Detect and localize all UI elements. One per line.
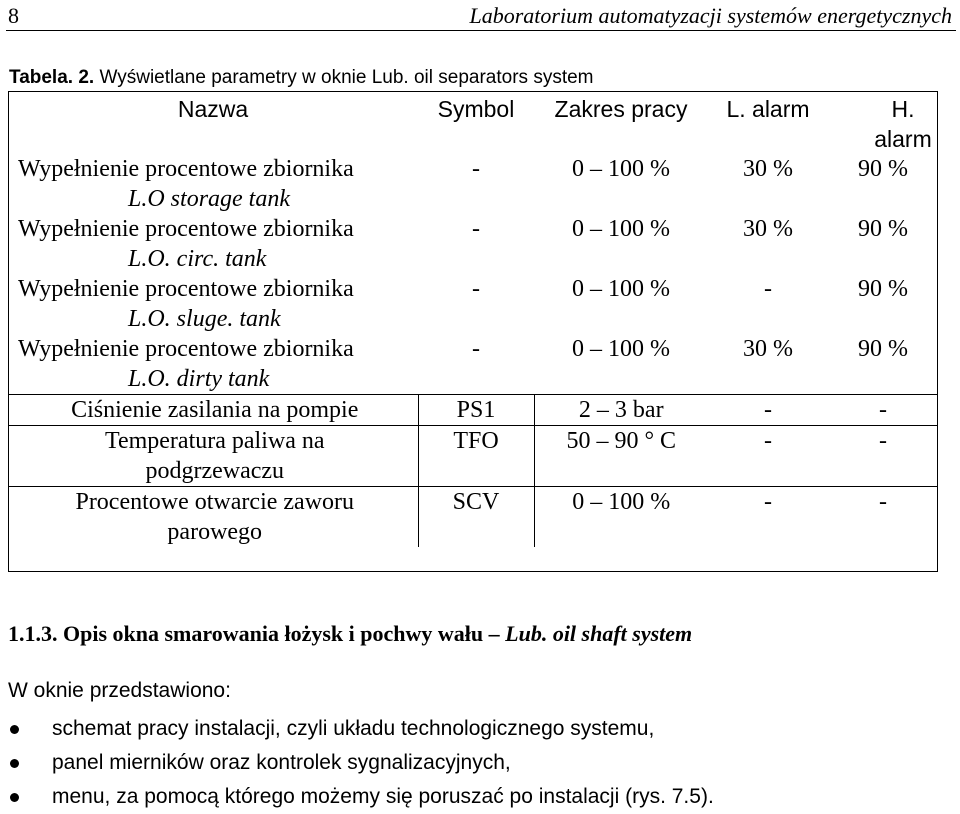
cell-range: 0 – 100 % [534,487,708,548]
parameters-table [8,91,938,547]
running-title: Laboratorium automatyzacji systemów energetycznych [469,3,952,28]
cell-symbol: TFO [418,426,534,487]
cell-name [8,214,418,274]
section-heading [8,620,692,648]
cell-symbol: SCV [418,487,534,548]
cell-name-sub: parowego [167,519,263,545]
cell-range: 50 – 90 ° C [534,426,708,487]
cell-range: 0 – 100 % [572,336,670,362]
cell-name [8,334,418,395]
intro-text: W oknie przedstawiono: [8,679,231,702]
cell-symbol: - [472,276,480,302]
cell-range: 0 – 100 % [572,156,670,182]
cell-low-alarm: - [708,487,828,548]
table-row [8,395,938,426]
table-caption-label: Tabela. 2. [9,67,95,88]
column-header-name: Nazwa [177,96,249,122]
cell-high-alarm: 90 % [858,156,908,182]
table-row [8,334,938,395]
cell-name [8,487,418,548]
cell-high-alarm: - [828,487,938,548]
table-row [8,214,938,274]
cell-low-alarm: - [708,426,828,487]
cell-name-line: Ciśnienie zasilania na pompie [71,397,359,423]
cell-symbol: - [472,216,480,242]
bullet-icon [10,793,19,802]
cell-range: 0 – 100 % [572,276,670,302]
cell-high-alarm: 90 % [858,276,908,302]
cell-name-sub: podgrzewaczu [145,458,285,484]
table-row [8,487,938,548]
cell-name-line: Wypełnienie procentowe zbiornika [18,156,354,182]
table-row [8,154,938,214]
column-header-symbol: Symbol [437,96,515,122]
column-header-low-alarm: L. alarm [726,96,810,122]
cell-high-alarm: - [828,426,938,487]
bullet-list [8,712,714,814]
section-heading-text: 1.1.3. Opis okna smarowania łożysk i pochwy wału – [8,621,506,646]
table-row [8,426,938,487]
list-item [8,746,714,780]
list-item [8,712,714,746]
section-heading-italic: Lub. oil shaft system [505,621,693,646]
cell-name-line: Wypełnienie procentowe zbiornika [18,276,354,302]
cell-name-sub: L.O storage tank [128,186,290,212]
list-item-text: menu, za pomocą którego możemy się poruszać po instalacji (rys. 7.5). [52,785,714,808]
page-number: 8 [8,3,19,28]
table-caption-text: Wyświetlane parametry w oknie Lub. oil separators system [94,67,594,88]
list-item-text: panel mierników oraz kontrolek sygnalizacyjnych, [52,751,511,774]
cell-high-alarm: 90 % [858,336,908,362]
cell-low-alarm: 30 % [743,336,793,362]
column-header-range: Zakres pracy [554,96,688,122]
column-header-high-alarm: H. alarm [874,96,932,152]
cell-name-line: Temperatura paliwa na [104,428,325,454]
bullet-icon [10,759,19,768]
cell-name [8,395,418,426]
cell-low-alarm: - [708,395,828,426]
cell-low-alarm: - [764,276,772,302]
cell-symbol: - [472,336,480,362]
cell-range: 0 – 100 % [572,216,670,242]
cell-low-alarm: 30 % [743,216,793,242]
cell-name-sub: L.O. dirty tank [128,366,270,392]
cell-name [8,154,418,214]
cell-high-alarm: 90 % [858,216,908,242]
list-item-text: schemat pracy instalacji, czyli układu technologicznego systemu, [52,717,655,740]
bullet-icon [10,725,19,734]
list-item [8,780,714,814]
cell-name-line: Wypełnienie procentowe zbiornika [18,216,354,242]
cell-low-alarm: 30 % [743,156,793,182]
cell-name [8,426,418,487]
cell-high-alarm: - [828,395,938,426]
cell-name-line: Procentowe otwarcie zaworu [75,489,355,515]
table-caption [9,66,594,90]
table-header-row [8,91,938,154]
cell-name [8,274,418,334]
cell-name-sub: L.O. sluge. tank [128,306,281,332]
page-header [6,2,956,31]
cell-name-line: Wypełnienie procentowe zbiornika [18,336,354,362]
cell-range: 2 – 3 bar [534,395,708,426]
table-row [8,274,938,334]
cell-symbol: PS1 [418,395,534,426]
cell-symbol: - [472,156,480,182]
cell-name-sub: L.O. circ. tank [128,246,267,272]
